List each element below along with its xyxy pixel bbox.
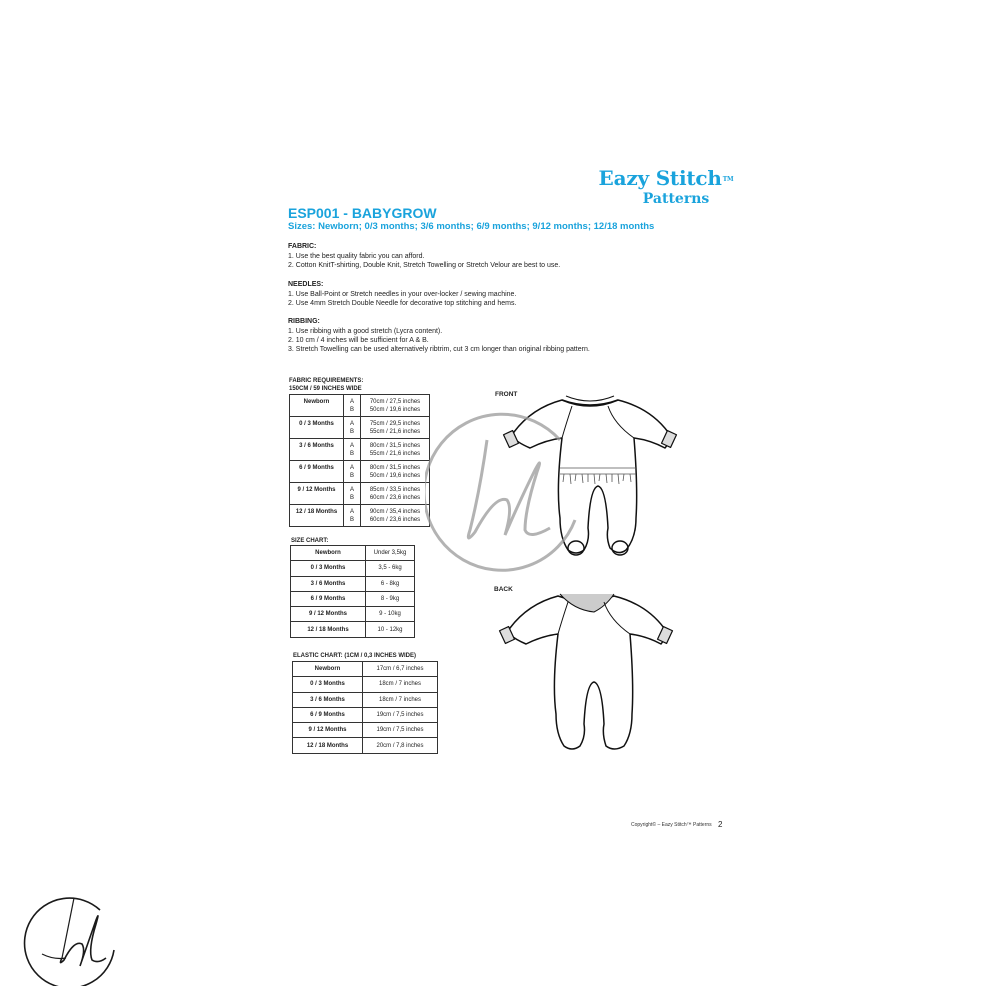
table-row: Newborn A B 70cm / 27,5 inches 50cm / 19,6 inches <box>290 395 430 417</box>
brand-name: Eazy Stitch™ <box>598 166 734 190</box>
table-row: Newborn 17cm / 6,7 inches <box>293 662 438 677</box>
fabric-heading: FABRIC: <box>288 243 317 250</box>
table-row: Newborn Under 3,5kg <box>291 546 415 561</box>
ribbing-line: 1. Use ribbing with a good stretch (Lycra content). <box>288 328 443 335</box>
table-row: 12 / 18 Months 10 - 12kg <box>291 622 415 637</box>
table-row: 3 / 6 Months A B 80cm / 31,5 inches 55cm / 21,6 inches <box>290 439 430 461</box>
babygrow-front-illustration <box>500 388 680 560</box>
ribbing-line: 2. 10 cm / 4 inches will be sufficient for A & B. <box>288 337 429 344</box>
fabric-line: 2. Cotton KnitT-shirting, Double Knit, Stretch Towelling or Stretch Velour are best to use. <box>288 262 561 269</box>
page-title: ESP001 - BABYGROW <box>288 205 437 221</box>
table-row: 0 / 3 Months 3,5 - 6kg <box>291 561 415 576</box>
ribbing-line: 3. Stretch Towelling can be used alternatively ribtrim, cut 3 cm longer than original ribbing pattern. <box>288 346 590 353</box>
needles-line: 2. Use 4mm Stretch Double Needle for decorative top stitching and hems. <box>288 300 517 307</box>
table-row: 3 / 6 Months 6 - 8kg <box>291 576 415 591</box>
fabric-section <box>288 242 560 270</box>
table-row: 0 / 3 Months A B 75cm / 29,5 inches 55cm / 21,6 inches <box>290 417 430 439</box>
babygrow-back-illustration <box>496 584 676 756</box>
sizes-line: Sizes: Newborn; 0/3 months; 3/6 months; 6/9 months; 9/12 months; 12/18 months <box>288 221 655 232</box>
table-row: 6 / 9 Months A B 80cm / 31,5 inches 50cm / 19,6 inches <box>290 461 430 483</box>
needles-heading: NEEDLES: <box>288 281 324 288</box>
table-row: 3 / 6 Months 18cm / 7 inches <box>293 692 438 707</box>
needles-line: 1. Use Ball-Point or Stretch needles in your over-locker / sewing machine. <box>288 291 517 298</box>
ribbing-section <box>288 317 590 354</box>
needles-section <box>288 280 516 308</box>
trademark-mark: TM <box>722 176 734 183</box>
table-row: 9 / 12 Months 9 - 10kg <box>291 607 415 622</box>
table-row: 9 / 12 Months 19cm / 7,5 inches <box>293 723 438 738</box>
table-row: 6 / 9 Months 8 - 9kg <box>291 591 415 606</box>
elastic-chart-caption: ELASTIC CHART: (1CM / 0,3 INCHES WIDE) <box>293 653 417 659</box>
elastic-chart-table <box>292 661 438 754</box>
size-chart-table <box>290 545 415 638</box>
page-number: 2 <box>718 820 723 829</box>
table-row: 12 / 18 Months A B 90cm / 35,4 inches 60cm / 23,6 inches <box>290 505 430 527</box>
table-row: 6 / 9 Months 19cm / 7,5 inches <box>293 707 438 722</box>
fabric-requirements-table <box>289 394 430 527</box>
fabric-line: 1. Use the best quality fabric you can afford. <box>288 253 425 260</box>
brand-logo <box>596 166 736 208</box>
table-row: 0 / 3 Months 18cm / 7 inches <box>293 677 438 692</box>
ribbing-heading: RIBBING: <box>288 318 320 325</box>
hl-needle-monogram-logo-icon <box>22 888 120 986</box>
fabric-requirements-caption: FABRIC REQUIREMENTS: 150CM / 59 INCHES WIDE <box>289 378 364 392</box>
table-row: 12 / 18 Months 20cm / 7,8 inches <box>293 738 438 753</box>
size-chart-caption: SIZE CHART: <box>291 538 329 544</box>
brand-subtitle: Patterns <box>642 191 710 207</box>
front-label: FRONT <box>495 391 518 398</box>
back-label: BACK <box>494 586 513 593</box>
table-row: 9 / 12 Months A B 85cm / 33,5 inches 60cm / 23,6 inches <box>290 483 430 505</box>
copyright-footer: Copyright© – Eazy Stitch™ Patterns <box>631 822 712 828</box>
